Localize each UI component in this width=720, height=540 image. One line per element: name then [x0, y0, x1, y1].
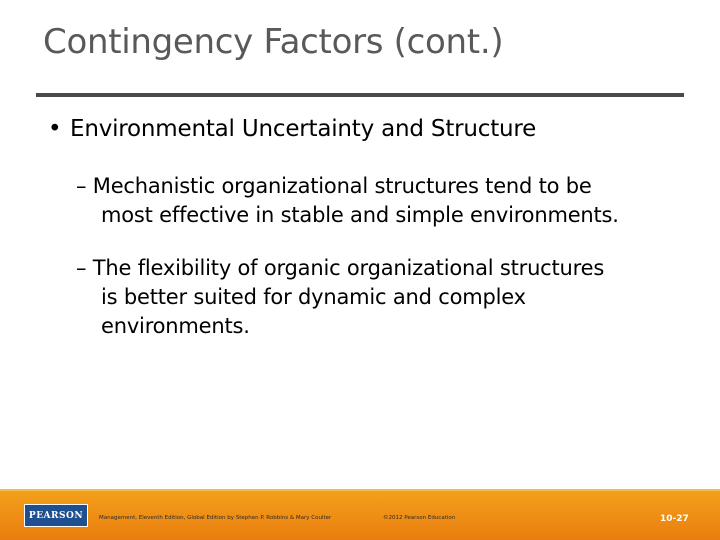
sub-bullet-line: environments. — [101, 314, 250, 338]
sub-bullet-line: most effective in stable and simple environments. — [101, 203, 619, 227]
footer-highlight — [0, 489, 720, 491]
logo-text: PEARSON — [28, 510, 84, 521]
sub-bullet-mechanistic — [76, 172, 696, 230]
slide-title: Contingency Factors (cont.) — [43, 22, 504, 62]
page-number: 10-27 — [660, 514, 689, 524]
main-bullet — [48, 116, 536, 142]
sub-bullet-organic — [76, 254, 696, 341]
main-bullet-text: Environmental Uncertainty and Structure — [70, 116, 537, 142]
bullet-marker: • — [48, 116, 62, 142]
sub-bullet-line: – Mechanistic organizational structures tend to be — [76, 174, 592, 198]
footer-credit: Management, Eleventh Edition, Global Edition by Stephen P. Robbins & Mary Coulter — [99, 515, 332, 521]
footer-copyright: ©2012 Pearson Education — [383, 515, 456, 521]
sub-bullet-line: is better suited for dynamic and complex — [101, 285, 526, 309]
title-divider — [36, 93, 684, 97]
pearson-logo — [24, 504, 88, 527]
sub-bullet-line: – The flexibility of organic organizational structures — [76, 256, 605, 280]
